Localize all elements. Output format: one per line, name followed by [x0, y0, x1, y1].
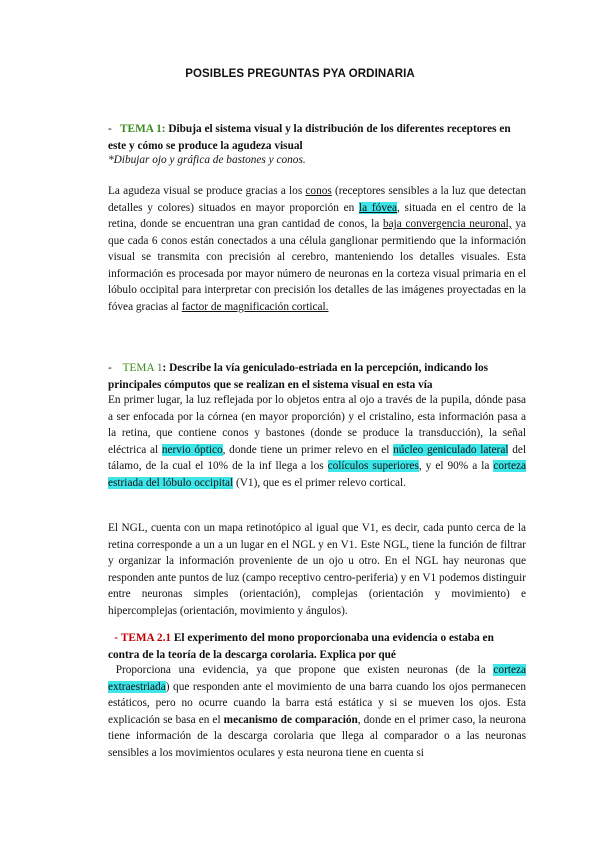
- bullet-dash: -: [108, 362, 112, 374]
- underlined-term: factor de magnificación cortical.: [181, 300, 329, 313]
- question-text: : Describe la vía geniculado-estriada en la percepción, indicando los principales cómputos que se realizan en el sistema visual en esta vía: [108, 362, 488, 391]
- question-2-heading: [108, 360, 526, 393]
- highlighted-term: la fóvea: [359, 201, 398, 214]
- question-text: El experimento del mono proporcionaba una evidencia o estaba en contra de la teoría de la descarga corolaria. Explica por qué: [108, 632, 494, 661]
- tema-label: TEMA 1:: [120, 123, 166, 135]
- tema-label: TEMA 2.1: [120, 632, 172, 644]
- bullet-dash: -: [114, 632, 118, 644]
- highlighted-term: nervio óptico: [161, 443, 223, 456]
- underlined-term: conos: [305, 185, 332, 197]
- highlighted-term: colículos superiores: [327, 460, 419, 472]
- answer-2-paragraph-1: En primer lugar, la luz reflejada por lo objetos entra al ojo a través de la pupila, dónde pasa a ser enfocada por la córnea (en mayor proporción) y el cristalino, esta información pasa a la retina, que contiene conos y bastones (donde se produce la transducción), la señal eléctrica al nervio óptico, donde tiene un primer relevo en el núcleo geniculado lateral del tálamo, de la cual el 10% de la inf llega a los colículos superiores, y el 90% a la corteza estriada del lóbulo occipital (V1), que es el primer relevo cortical.: [108, 394, 526, 489]
- bold-term: mecanismo de comparación: [223, 713, 358, 726]
- highlighted-term: corteza estriada del lóbulo occipital: [108, 460, 526, 489]
- bullet-dash: -: [108, 123, 112, 135]
- highlighted-term: corteza extraestriada: [108, 664, 527, 693]
- answer-3-paragraph: Proporciona una evidencia, ya que propone que existen neuronas (de la corteza extraestriada) que responden ante el movimiento de una barra cuando los ojos permanecen estáticos, pero no ocurre cuando la barra está estática y si se mueven los ojos. Esta explicación se basa en el mecanismo de comparación, donde en el primer caso, la neurona tiene información de la descarga corolaria que llega al comparador o a las neuronas sensibles a los movimientos oculares y esta neurona tiene en cuenta si: [108, 664, 527, 759]
- highlighted-term: núcleo geniculado lateral: [393, 443, 509, 456]
- tema-label: TEMA 1: [122, 362, 163, 374]
- underlined-term: baja convergencia neuronal,: [382, 218, 512, 230]
- question-1-note: *Dibujar ojo y gráfica de bastones y conos.: [108, 154, 306, 166]
- page-title: POSIBLES PREGUNTAS PYA ORDINARIA: [185, 68, 415, 80]
- question-3-heading: [108, 630, 526, 663]
- answer-1-paragraph: La agudeza visual se produce gracias a los conos (receptores sensibles a la luz que detectan detalles y colores) situados en mayor proporción en la fóvea, situada en el centro de la retina, donde se encuentran una gran cantidad de conos, la baja convergencia neuronal, ya que cada 6 conos están conectados a una célula ganglionar permitiendo que la información visual se transmita con precisión al cerebro, manteniendo los detalles visuales. Esta información es procesada por mayor número de neuronas en la corteza visual primaria en el lóbulo occipital para interpretar con precisión los detalles de las imágenes proyectadas en la fóvea gracias al factor de magnificación cortical.: [108, 185, 526, 313]
- question-text: Dibuja el sistema visual y la distribución de los diferentes receptores en este y cómo se produce la agudeza visual: [108, 123, 511, 152]
- question-1-heading: [108, 121, 526, 154]
- answer-2-paragraph-2: El NGL, cuenta con un mapa retinotópico al igual que V1, es decir, cada punto cerca de la retina corresponde a un a un lugar en el NGL y en V1. Este NGL, tiene la función de filtrar y organizar la información proveniente de un ojo u otro. En el NGL hay neuronas que responden ante puntos de luz (campo receptivo centro-periferia) y en V1 podemos distinguir entre neuronas simples (orientación), complejas (orientación y movimiento) e hipercomplejas (orientación, movimiento y ángulos).: [108, 522, 526, 617]
